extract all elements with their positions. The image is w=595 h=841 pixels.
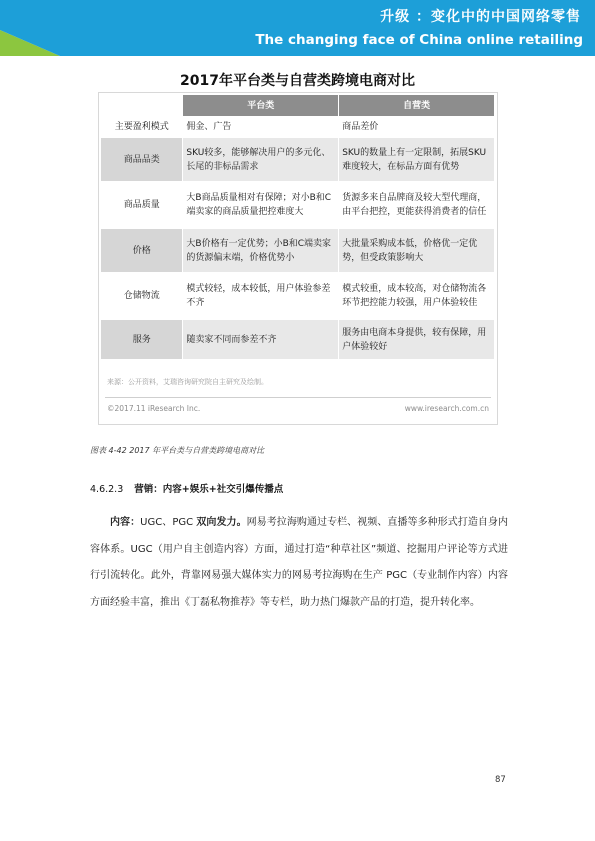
figure-title: 2017年平台类与自营类跨境电商对比 <box>180 73 415 89</box>
platform-cell: 大B价格有一定优势；小B和C端卖家的货源偏末端，价格优势小 <box>183 229 339 273</box>
header-banner <box>0 0 595 56</box>
row-label: 仓储物流 <box>101 273 183 320</box>
table-header-row <box>101 95 495 116</box>
figure-caption: 图表 4-42 2017 年平台类与自营类跨境电商对比 <box>90 446 265 455</box>
self-cell: 服务由电商本身提供，较有保障，用户体验较好 <box>339 320 495 360</box>
page-number: 87 <box>495 775 506 785</box>
row-label: 商品质量 <box>101 182 183 229</box>
table-row <box>101 116 495 138</box>
figure-box <box>98 92 498 425</box>
self-cell: 货源多来自品牌商及较大型代理商，由平台把控，更能获得消费者的信任 <box>339 182 495 229</box>
table-row <box>101 138 495 182</box>
header-title-en: The changing face of China online retailing <box>255 32 583 48</box>
table-corner-cell <box>101 95 183 116</box>
row-label: 服务 <box>101 320 183 360</box>
platform-cell: 随卖家不同而参差不齐 <box>183 320 339 360</box>
figure-divider <box>105 397 491 398</box>
column-header-self: 自营类 <box>339 95 495 116</box>
comparison-table <box>101 95 495 360</box>
table-row <box>101 229 495 273</box>
platform-cell: 佣金、广告 <box>183 116 339 138</box>
section-number: 4.6.2.3 <box>90 484 124 495</box>
para-lead-text: 内容： <box>110 517 141 528</box>
row-label: 商品品类 <box>101 138 183 182</box>
row-label: 主要盈利模式 <box>101 116 183 138</box>
self-cell: 商品差价 <box>339 116 495 138</box>
figure-website: www.iresearch.com.cn <box>404 404 489 413</box>
platform-cell: 大B商品质量相对有保障；对小B和C端卖家的商品质量把控难度大 <box>183 182 339 229</box>
row-label: 价格 <box>101 229 183 273</box>
section-heading <box>90 481 283 495</box>
header-title-cn: 升级 ：变化中的中国网络零售 <box>380 9 581 25</box>
para-text-a: UGC、PGC <box>140 517 197 528</box>
table-row <box>101 320 495 360</box>
para-emphasis: 双向发力。 <box>196 517 247 528</box>
figure-copyright: ©2017.11 iResearch Inc. <box>107 404 201 413</box>
table-row <box>101 273 495 320</box>
platform-cell: 模式较轻，成本较低，用户体验参差不齐 <box>183 273 339 320</box>
body-paragraph <box>90 510 508 616</box>
para-lead <box>110 517 140 528</box>
section-title: 营销：内容+娱乐+社交引爆传播点 <box>134 484 284 495</box>
self-cell: SKU的数量上有一定限制，拓展SKU难度较大，在标品方面有优势 <box>339 138 495 182</box>
table-row <box>101 182 495 229</box>
self-cell: 模式较重，成本较高，对仓储物流各环节把控能力较强，用户体验较佳 <box>339 273 495 320</box>
self-cell: 大批量采购成本低，价格优一定优势，但受政策影响大 <box>339 229 495 273</box>
column-header-platform: 平台类 <box>183 95 339 116</box>
platform-cell: SKU较多，能够解决用户的多元化、长尾的非标品需求 <box>183 138 339 182</box>
para-text-b: 网易考拉海购通过专栏、视频、直播等多种形式打造自身内容体系。UGC（用户自主创造内容）方面，通过打造“种草社区”频道、挖掘用户评论等方式进行引流转化。此外，背靠网易强大媒体实力的网易考拉海购在生产 PGC（专业制作内容）内容方面经验丰富，推出《丁磊私物推荐》等专栏，助力热门爆款产品的打造，提升转化率。 <box>90 517 509 608</box>
figure-source: 来源：公开资料，艾瑞咨询研究院自主研究及绘制。 <box>107 378 268 386</box>
